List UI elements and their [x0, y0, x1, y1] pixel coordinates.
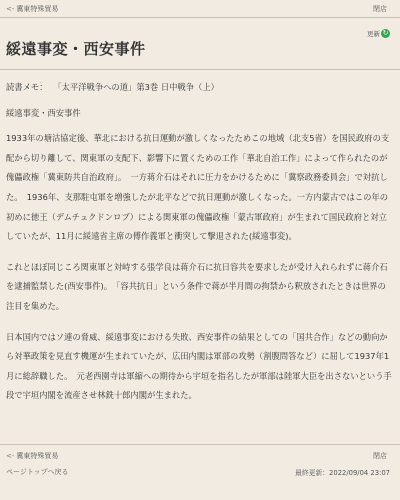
prev-page-link[interactable]: [6, 2, 58, 16]
paragraph-3: 日本国内ではソ連の脅威、綏遠事変における失敗、西安事件の結果としての「国共合作」などの動向から対華政策を見直す機運が生まれていたが、広田内閣は軍部の攻勢（割腹問答など）に屈して1937年1月に総辞職した。 元老西園寺は軍縮への期待から宇垣を指名したが軍部は陸軍大臣を出さないという手段で宇垣内閣を流産させ林銑十郎内閣が生まれた。: [6, 331, 392, 401]
paragraph-1: 1933年の塘沽協定後、華北における抗日運動が激しくなったためこの地域（北支5省）を国民政府の支配から切り離して、関東軍の支配下、影響下に置くための工作「華北自治工作」によって作られたのが傀儡政権「冀東防共自治政府」。 一方蒋介石はそれに圧力をかけるために「冀察政務委員会」で対抗した。 1936年、支那駐屯軍を増強したが北平などで抗日運動が激しくなった。一方内蒙古ではこの年の初めに徳王（デムチュクドンロブ）による関東軍の傀儡政権「蒙古軍政府」が生まれて国民政府と対立していたが、11月に綏遠省主席の傅作義軍と衝突して撃退された(綏遠事変)。: [6, 133, 390, 242]
arrow-left-icon: <-: [6, 452, 15, 460]
page-top-link[interactable]: ページトップへ戻る: [6, 468, 69, 476]
bottom-nav-bar: [0, 449, 400, 463]
memo-source: 「太平洋戦争への道」第3巻 日中戦争（上）: [57, 82, 219, 92]
reading-memo: [6, 78, 392, 98]
article-body: [6, 78, 392, 406]
page-title: 綏遠事変・西安事件: [6, 40, 146, 58]
last-updated: 最終更新：2022/09/04 23:07: [295, 469, 390, 477]
refresh-icon: ↻: [382, 29, 389, 37]
bottom-divider: [0, 444, 400, 445]
top-divider: [0, 17, 400, 18]
title-divider: [0, 69, 400, 70]
top-nav-bar: [0, 2, 400, 16]
update-label: 更新: [367, 30, 380, 38]
memo-label: 読書メモ：: [6, 82, 48, 92]
section-heading: 綏遠事変・西安事件: [6, 107, 81, 118]
update-indicator[interactable]: [367, 29, 390, 38]
footer-prev-page-link[interactable]: [6, 449, 58, 463]
close-link[interactable]: 閉店: [373, 5, 387, 13]
paragraph-2: これとほぼ同じころ関東軍と対峙する張学良は蒋介石に抗日容共を要求したが受け入れられずに蒋介石を逮捕監禁した(西安事件)。 「容共抗日」という条件で蒋が半月間の拘禁から釈放されたときは世界の注目を集めた。: [6, 261, 388, 311]
footer-close-link[interactable]: 閉店: [373, 452, 387, 460]
prev-page-label: 冀東特殊貿易: [16, 5, 59, 13]
footer-prev-page-label: 冀東特殊貿易: [16, 452, 59, 460]
arrow-left-icon: <-: [6, 5, 15, 13]
